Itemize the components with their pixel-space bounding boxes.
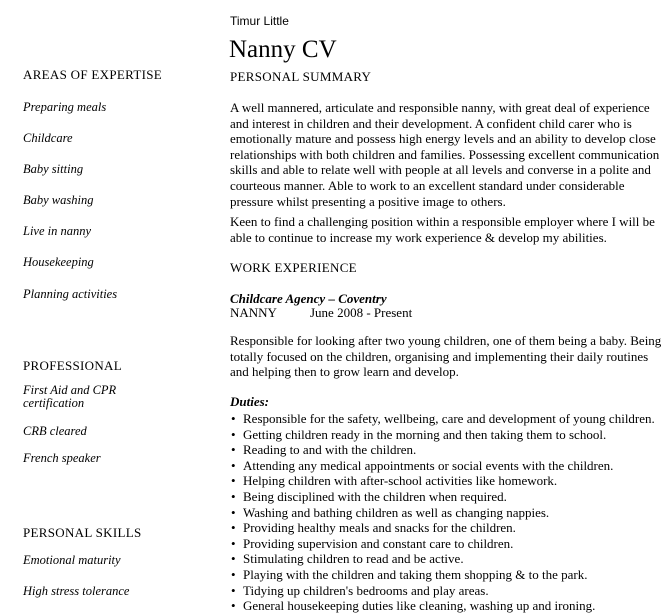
- summary-heading: PERSONAL SUMMARY: [230, 69, 372, 84]
- list-item: Housekeeping: [23, 255, 94, 269]
- work-heading: WORK EXPERIENCE: [230, 260, 357, 275]
- summary-paragraph: A well mannered, articulate and responsible nanny, with great deal of experience and interest in children and their development. A confident child carer who is emotionally mature and possess high energy levels and an ability to develop close relationships with both children and families. Possessing excellent communication skills and able to relate well with people at all levels and converse in a polite and courteous manner. Able to work to an excellent standard under considerable pressure whilst presenting a positive image to others.: [230, 100, 660, 209]
- duty-item: • Getting children ready in the morning and then taking them to school.: [230, 427, 655, 443]
- duty-item: • Playing with the children and taking them shopping & to the park.: [230, 567, 655, 583]
- job-dates: June 2008 - Present: [310, 305, 413, 320]
- list-item: Childcare: [23, 131, 73, 145]
- expertise-heading: AREAS OF EXPERTISE: [23, 67, 162, 82]
- list-item: High stress tolerance: [23, 584, 130, 598]
- list-item: Live in nanny: [23, 224, 92, 238]
- list-item: French speaker: [23, 451, 101, 465]
- summary-paragraph: Keen to find a challenging position within a responsible employer where I will be able to continue to increase my work experience & develop my abilities.: [230, 214, 655, 245]
- duty-item: • Reading to and with the children.: [230, 442, 655, 458]
- list-item: CRB cleared: [23, 424, 87, 438]
- document-title: Nanny CV: [229, 36, 337, 63]
- duty-item: • Tidying up children's bedrooms and play areas.: [230, 583, 655, 599]
- duty-item: • Being disciplined with the children when required.: [230, 489, 655, 505]
- duties-label: Duties:: [230, 394, 269, 409]
- duty-item: • Helping children with after-school activities like homework.: [230, 473, 655, 489]
- duties-list: [230, 411, 655, 614]
- duty-item: • Washing and bathing children as well as changing nappies.: [230, 505, 655, 521]
- job-role: NANNY: [230, 305, 277, 320]
- duty-item: • Providing supervision and constant care to children.: [230, 536, 655, 552]
- duty-item: • Responsible for the safety, wellbeing, care and development of young children.: [230, 411, 655, 427]
- duty-item: • Attending any medical appointments or social events with the children.: [230, 458, 655, 474]
- duty-item: • General housekeeping duties like cleaning, washing up and ironing.: [230, 598, 655, 614]
- skills-heading: PERSONAL SKILLS: [23, 525, 142, 540]
- duty-item: • Stimulating children to read and be active.: [230, 551, 655, 567]
- list-item: Planning activities: [23, 287, 118, 301]
- list-item: Baby washing: [23, 193, 94, 207]
- duty-item: • Providing healthy meals and snacks for the children.: [230, 520, 655, 536]
- list-item: First Aid and CPR certification: [23, 383, 117, 410]
- job-description: Responsible for looking after two young children, one of them being a baby. Being totally focused on the children, organising and implementing their daily routines and helping then to grow learn and develop.: [230, 333, 662, 380]
- professional-heading: PROFESSIONAL: [23, 358, 122, 373]
- author-name: Timur Little: [230, 14, 289, 28]
- list-item: Emotional maturity: [23, 553, 121, 567]
- employer: Childcare Agency – Coventry: [230, 291, 387, 306]
- list-item: Baby sitting: [23, 162, 84, 176]
- list-item: Preparing meals: [23, 100, 107, 114]
